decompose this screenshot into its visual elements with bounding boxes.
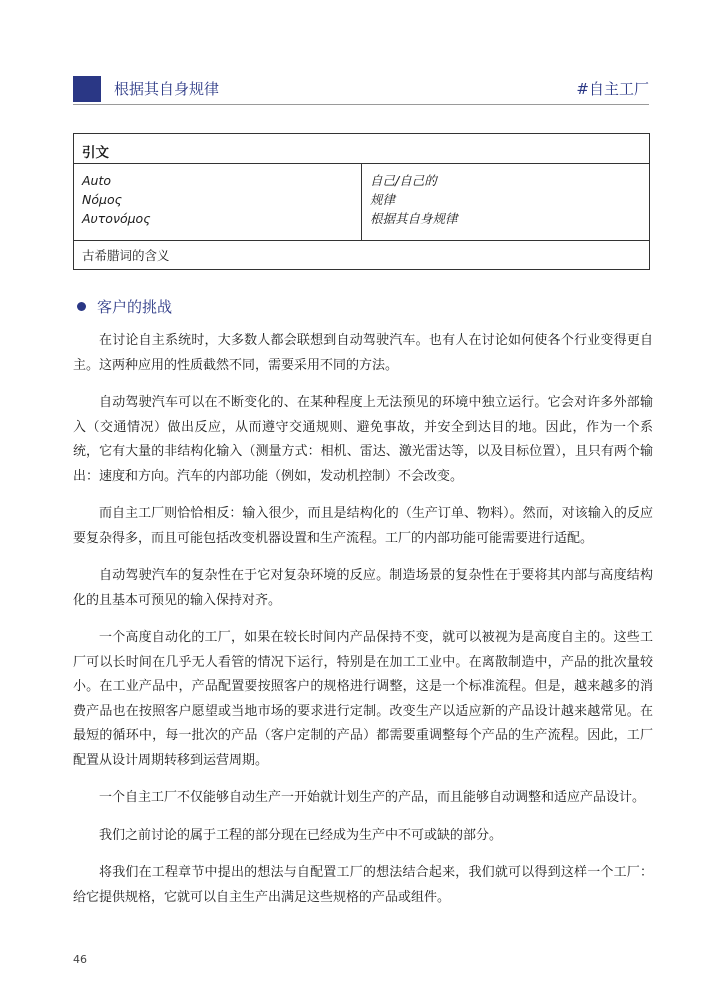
page-header	[73, 76, 649, 102]
meaning-text: 规律	[370, 192, 396, 207]
header-title: 根据其自身规律	[114, 80, 220, 98]
paragraph: 自动驾驶汽车可以在不断变化的、在某种程度上无法预见的环境中独立运行。它会对许多外部输入（交通情况）做出反应，从而遵守交通规则、避免事故，并安全到达目的地。因此，作为一个系统，它有大量的非结构化输入（测量方式：相机、雷达、激光雷达等，以及目标位置），且只有两个输出：速度和方向。汽车的内部功能（例如，发动机控制）不会改变。	[73, 395, 653, 484]
greek-word: Αυτονόμος	[82, 211, 151, 226]
paragraph: 一个自主工厂不仅能够自动生产一开始就计划生产的产品，而且能够自动调整和适应产品设计。	[99, 790, 646, 805]
citation-table	[73, 133, 650, 270]
meaning-text: 根据其自身规律	[370, 211, 458, 226]
citation-greek-cell	[74, 164, 362, 241]
citation-heading: 引文	[74, 134, 650, 164]
citation-footer: 古希腊词的含义	[74, 241, 650, 270]
paragraph: 将我们在工程章节中提出的想法与自配置工厂的想法结合起来，我们就可以得到这样一个工厂：给它提供规格，它就可以自主生产出满足这些规格的产品或组件。	[73, 865, 653, 905]
paragraph: 在讨论自主系统时，大多数人都会联想到自动驾驶汽车。也有人在讨论如何使各个行业变得更自主。这两种应用的性质截然不同，需要采用不同的方法。	[73, 333, 653, 373]
body-text	[73, 329, 653, 923]
page-number: 46	[73, 953, 87, 966]
greek-word: Auto	[82, 173, 112, 188]
paragraph: 我们之前讨论的属于工程的部分现在已经成为生产中不可或缺的部分。	[99, 827, 503, 843]
bullet-dot-icon	[77, 302, 86, 311]
header-square-mark	[73, 76, 101, 102]
section-title: 客户的挑战	[97, 298, 173, 316]
meaning-text: 自己/自己的	[370, 173, 437, 188]
paragraph: 一个高度自动化的工厂，如果在较长时间内产品保持不变，就可以被视为是高度自主的。这些工厂可以长时间在几乎无人看管的情况下运行，特别是在加工工业中。在离散制造中，产品的批次量较小。在工业产品中，产品配置要按照客户的规格进行调整，这是一个标准流程。但是，越来越多的消费产品也在按照客户愿望或当地市场的要求进行定制。改变生产以适应新的产品设计越来越常见。在最短的循环中，每一批次的产品（客户定制的产品）都需要重调整每个产品的生产流程。因此，工厂配置从设计周期转移到运营周期。	[73, 630, 653, 768]
citation-meaning-cell	[362, 164, 650, 241]
paragraph: 自动驾驶汽车的复杂性在于它对复杂环境的反应。制造场景的复杂性在于要将其内部与高度结构化的且基本可预见的输入保持对齐。	[73, 568, 653, 608]
header-divider	[73, 104, 649, 105]
header-tag: #自主工厂	[576, 80, 649, 98]
greek-word: Nόμος	[82, 192, 122, 207]
paragraph: 而自主工厂则恰恰相反：输入很少，而且是结构化的（生产订单、物料）。然而，对该输入的反应要复杂得多，而且可能包括改变机器设置和生产流程。工厂的内部功能可能需要进行适配。	[73, 506, 653, 546]
